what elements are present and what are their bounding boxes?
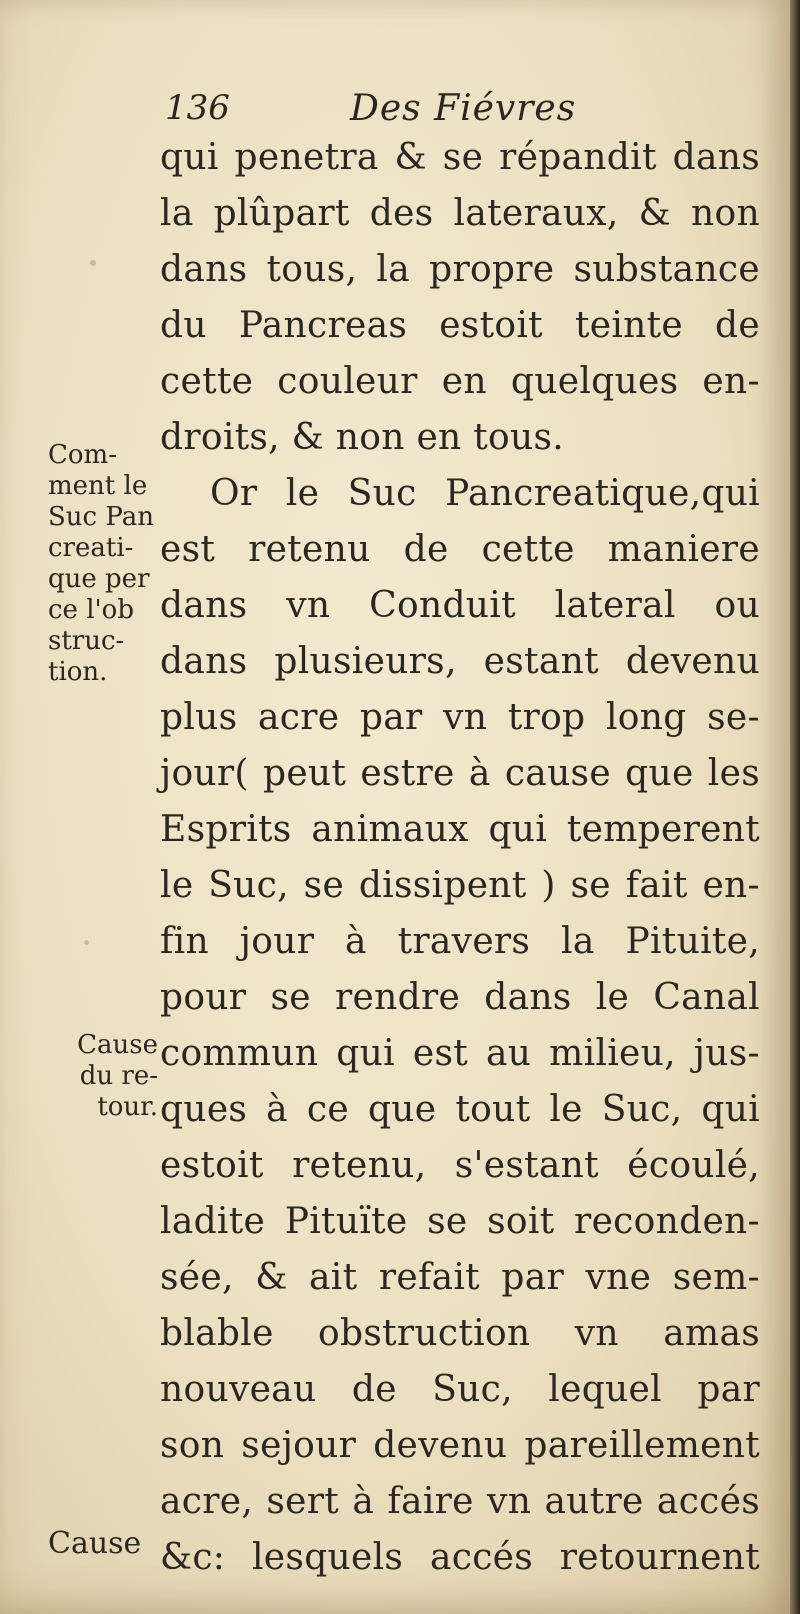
margin-note-line: Com- bbox=[48, 440, 117, 470]
paper-stain bbox=[84, 940, 89, 945]
text-line: dans vn Conduit lateral ou bbox=[160, 585, 760, 626]
text-line: blable obstruction vn amas bbox=[160, 1313, 760, 1354]
margin-note-line: ce l'ob bbox=[48, 595, 134, 625]
text-line: sée, & ait refait par vne sem- bbox=[160, 1257, 760, 1298]
text-line: est retenu de cette maniere bbox=[160, 529, 760, 570]
text-line: du Pancreas estoit teinte de bbox=[160, 305, 760, 346]
text-line: cette couleur en quelques en- bbox=[160, 361, 760, 402]
text-line: le Suc, se dissipent ) se fait en- bbox=[160, 865, 760, 906]
page-binding-edge bbox=[790, 0, 800, 1614]
text-line: fin jour à travers la Pituite, bbox=[160, 921, 760, 962]
margin-note-line: creati- bbox=[48, 533, 134, 563]
text-line: ques à ce que tout le Suc, qui bbox=[160, 1089, 760, 1130]
text-line: jour( peut estre à cause que les bbox=[160, 753, 760, 794]
text-line: dans plusieurs, estant devenu bbox=[160, 641, 760, 682]
text-line: acre, sert à faire vn autre accés bbox=[160, 1481, 760, 1522]
margin-note-line: tour. bbox=[97, 1092, 158, 1122]
margin-note-line: du re- bbox=[79, 1061, 158, 1091]
text-line: la plûpart des lateraux, & non bbox=[160, 193, 760, 234]
running-title: Des Fiévres bbox=[350, 88, 577, 129]
text-line: droits, & non en tous. bbox=[160, 417, 565, 458]
text-line: nouveau de Suc, lequel par bbox=[160, 1369, 760, 1410]
page-number: 136 bbox=[165, 88, 230, 128]
text-line: plus acre par vn trop long se- bbox=[160, 697, 760, 738]
text-line: commun qui est au milieu, jus- bbox=[160, 1033, 760, 1074]
margin-note-line: ment le bbox=[48, 471, 148, 501]
margin-note-line: struc- bbox=[48, 626, 125, 656]
margin-note-line: tion. bbox=[48, 657, 108, 687]
catchword: Cause bbox=[48, 1526, 142, 1561]
margin-note-line: que per bbox=[48, 564, 150, 594]
text-line: pour se rendre dans le Canal bbox=[160, 977, 760, 1018]
text-line: Esprits animaux qui temperent bbox=[160, 809, 760, 850]
text-line: estoit retenu, s'estant écoulé, bbox=[160, 1145, 760, 1186]
margin-note-cause bbox=[48, 1030, 158, 1123]
text-line: Or le Suc Pancreatique,qui bbox=[210, 473, 760, 514]
main-text bbox=[160, 130, 760, 1586]
margin-note-line: Suc Pan bbox=[48, 502, 154, 532]
text-line: ladite Pituïte se soit reconden- bbox=[160, 1201, 760, 1242]
text-line: dans tous, la propre substance bbox=[160, 249, 760, 290]
text-line: son sejour devenu pareillement bbox=[160, 1425, 760, 1466]
paper-stain bbox=[90, 260, 96, 266]
text-line: &c: lesquels accés retournent bbox=[160, 1537, 760, 1578]
text-line: qui penetra & se répandit dans bbox=[160, 137, 760, 178]
margin-note-comment bbox=[48, 440, 158, 688]
margin-note-line: Cause bbox=[77, 1030, 158, 1060]
